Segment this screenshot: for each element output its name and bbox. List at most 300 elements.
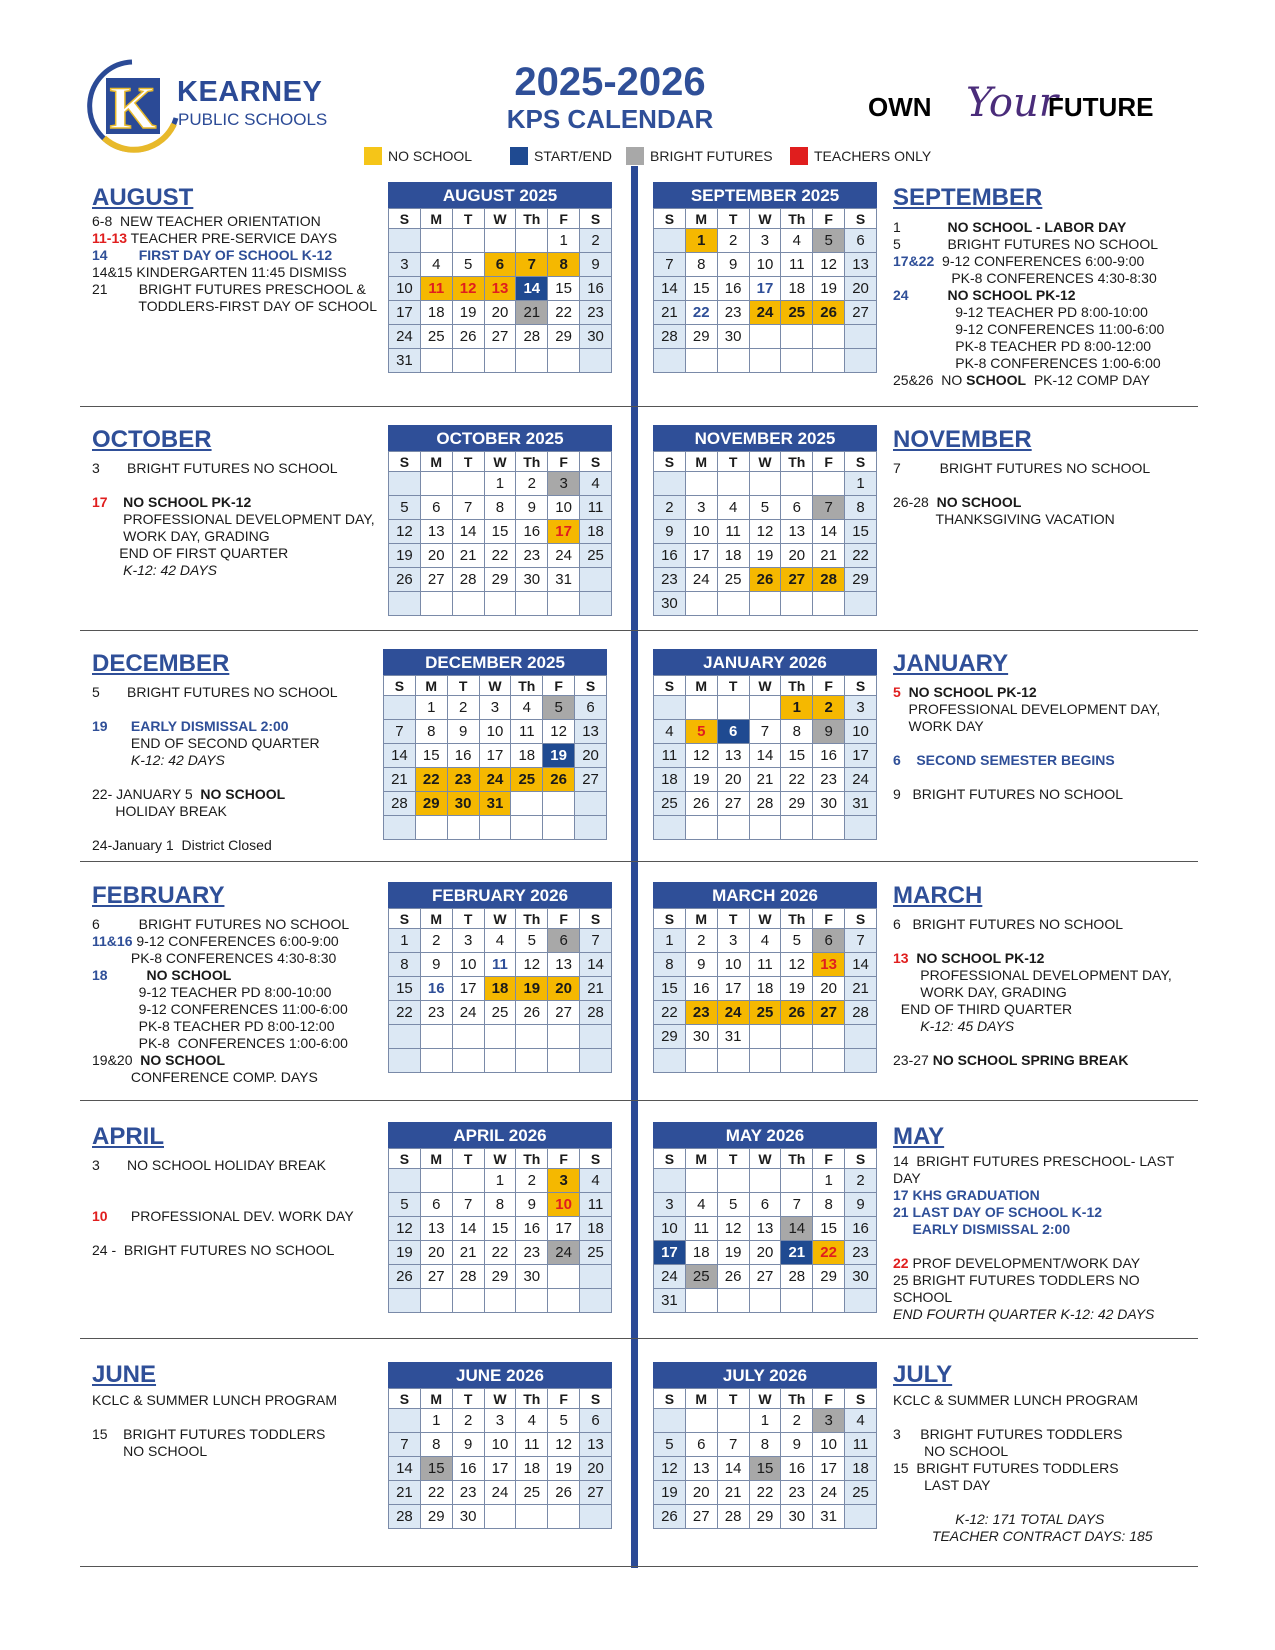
calendar-day: 26 <box>516 1001 548 1025</box>
day-name: M <box>415 676 447 696</box>
calendar-day: 5 <box>548 1409 580 1433</box>
calendar-day <box>452 1289 484 1313</box>
calendar-day: 21 <box>845 977 877 1001</box>
day-name: S <box>845 452 877 472</box>
calendar-day: 19 <box>781 977 813 1001</box>
calendar-day: 7 <box>749 720 781 744</box>
day-name: Th <box>516 909 548 929</box>
calendar-day: 28 <box>389 1505 421 1529</box>
calendar-day <box>420 229 452 253</box>
calendar-day: 13 <box>749 1217 781 1241</box>
calendar-day: 13 <box>420 1217 452 1241</box>
calendar-day <box>543 816 575 840</box>
calendar-day: 15 <box>749 1457 781 1481</box>
calendar-day: 12 <box>452 277 484 301</box>
calendar-month-title: APRIL 2026 <box>388 1122 612 1148</box>
calendar-day: 16 <box>685 977 717 1001</box>
legend-start-end <box>510 146 612 166</box>
calendar-day <box>749 1169 781 1193</box>
day-name: T <box>717 452 749 472</box>
calendar-day: 21 <box>749 768 781 792</box>
day-name: S <box>845 209 877 229</box>
note-line: 13 NO SCHOOL PK-12 <box>893 950 1045 966</box>
calendar-day <box>580 592 612 616</box>
note-line: PK-8 CONFERENCES 4:30-8:30 <box>92 950 337 966</box>
calendar-day: 3 <box>484 1409 516 1433</box>
calendar-day: 11 <box>781 253 813 277</box>
note-line <box>893 1035 1172 1052</box>
calendar-day: 30 <box>813 792 845 816</box>
calendar-day <box>420 349 452 373</box>
day-name: S <box>654 209 686 229</box>
calendar-day: 5 <box>452 253 484 277</box>
calendar-day: 23 <box>452 1481 484 1505</box>
calendar-month-title: AUGUST 2025 <box>388 182 612 208</box>
calendar-day: 18 <box>781 277 813 301</box>
calendar-month-title: OCTOBER 2025 <box>388 425 612 451</box>
calendar-month-title: MAY 2026 <box>653 1122 877 1148</box>
calendar-day: 10 <box>479 720 511 744</box>
day-name: Th <box>781 452 813 472</box>
calendar-day: 17 <box>749 277 781 301</box>
calendar-day: 30 <box>516 1265 548 1289</box>
calendar-day: 15 <box>813 1217 845 1241</box>
calendar-day: 12 <box>389 1217 421 1241</box>
calendar-day: 23 <box>580 301 612 325</box>
calendar-day: 8 <box>685 253 717 277</box>
day-name: M <box>685 1149 717 1169</box>
day-name: S <box>845 1149 877 1169</box>
calendar-day: 9 <box>813 720 845 744</box>
day-name: S <box>580 209 612 229</box>
calendar-day: 14 <box>389 1457 421 1481</box>
notes-may <box>893 1153 1174 1323</box>
calendar-day <box>654 349 686 373</box>
calendar-day: 2 <box>654 496 686 520</box>
calendar-day: 4 <box>781 229 813 253</box>
note-line: 21 LAST DAY OF SCHOOL K-12 <box>893 1204 1103 1220</box>
calendar-day <box>484 1289 516 1313</box>
calendar-day: 4 <box>580 1169 612 1193</box>
calendar-day: 25 <box>685 1265 717 1289</box>
calendar-day: 7 <box>516 253 548 277</box>
notes-mar <box>893 916 1172 1069</box>
legend-bright-futures <box>626 146 773 166</box>
calendar-day: 10 <box>389 277 421 301</box>
calendar-day: 31 <box>548 568 580 592</box>
note-line: THANKSGIVING VACATION <box>893 511 1115 527</box>
calendar-day <box>389 1049 421 1073</box>
calendar-month-title: JANUARY 2026 <box>653 649 877 675</box>
calendar-month-title: DECEMBER 2025 <box>383 649 607 675</box>
calendar-day: 21 <box>654 301 686 325</box>
calendar-march-2026 <box>653 882 877 1073</box>
calendar-day: 30 <box>447 792 479 816</box>
day-name: S <box>580 1389 612 1409</box>
note-line: K-12: 171 TOTAL DAYS <box>893 1511 1105 1527</box>
calendar-day: 8 <box>484 496 516 520</box>
calendar-day <box>420 1169 452 1193</box>
day-name: F <box>813 209 845 229</box>
calendar-day: 28 <box>654 325 686 349</box>
calendar-day: 11 <box>749 953 781 977</box>
day-name: S <box>654 452 686 472</box>
day-name: S <box>389 909 421 929</box>
calendar-day: 18 <box>511 744 543 768</box>
calendar-day: 12 <box>654 1457 686 1481</box>
calendar-day: 8 <box>548 253 580 277</box>
calendar-day: 11 <box>654 744 686 768</box>
calendar-day: 21 <box>384 768 416 792</box>
day-name: T <box>452 452 484 472</box>
calendar-day: 15 <box>781 744 813 768</box>
calendar-day: 21 <box>813 544 845 568</box>
row-divider <box>80 861 1198 862</box>
calendar-day <box>845 1289 877 1313</box>
day-name: W <box>749 909 781 929</box>
note-line: 9-12 TEACHER PD 8:00-10:00 <box>893 304 1148 320</box>
calendar-day: 12 <box>749 520 781 544</box>
day-name: M <box>685 909 717 929</box>
calendar-day: 10 <box>452 953 484 977</box>
calendar-day: 28 <box>384 792 416 816</box>
calendar-day: 16 <box>516 1217 548 1241</box>
day-name: W <box>484 1389 516 1409</box>
calendar-day: 4 <box>717 496 749 520</box>
note-line: 23-27 NO SCHOOL SPRING BREAK <box>893 1052 1129 1068</box>
calendar-day: 27 <box>813 1001 845 1025</box>
calendar-day: 20 <box>548 977 580 1001</box>
note-line: PK-8 TEACHER PD 8:00-12:00 <box>92 1018 335 1034</box>
calendar-day: 1 <box>548 229 580 253</box>
calendar-day: 29 <box>685 325 717 349</box>
note-line: 1 NO SCHOOL - LABOR DAY <box>893 219 1127 235</box>
note-line <box>92 769 338 786</box>
calendar-day: 26 <box>389 1265 421 1289</box>
side-title-november: NOVEMBER <box>893 426 1032 453</box>
calendar-day: 16 <box>717 277 749 301</box>
calendar-day: 23 <box>447 768 479 792</box>
day-name: F <box>813 1149 845 1169</box>
calendar-day: 27 <box>717 792 749 816</box>
calendar-day: 6 <box>420 1193 452 1217</box>
calendar-day: 30 <box>654 592 686 616</box>
calendar-day: 27 <box>420 568 452 592</box>
calendar-day <box>781 1025 813 1049</box>
calendar-day: 16 <box>452 1457 484 1481</box>
calendar-day <box>548 1505 580 1529</box>
calendar-day: 8 <box>781 720 813 744</box>
calendar-day: 19 <box>548 1457 580 1481</box>
calendar-month-title: SEPTEMBER 2025 <box>653 182 877 208</box>
calendar-day: 16 <box>516 520 548 544</box>
note-line: WORK DAY, GRADING <box>893 984 1067 1000</box>
day-name: W <box>484 452 516 472</box>
calendar-day: 2 <box>717 229 749 253</box>
calendar-day: 24 <box>548 1241 580 1265</box>
calendar-day: 14 <box>845 953 877 977</box>
calendar-day <box>749 592 781 616</box>
note-line: 24 - BRIGHT FUTURES NO SCHOOL <box>92 1242 335 1258</box>
calendar-day: 29 <box>484 568 516 592</box>
note-line: K-12: 42 DAYS <box>92 752 225 768</box>
calendar-day <box>749 1049 781 1073</box>
calendar-day: 11 <box>420 277 452 301</box>
day-name: F <box>548 452 580 472</box>
note-line: 6 SECOND SEMESTER BEGINS <box>893 752 1115 768</box>
calendar-day: 11 <box>685 1217 717 1241</box>
calendar-day: 7 <box>452 496 484 520</box>
calendar-day: 10 <box>685 520 717 544</box>
note-line: DAY <box>893 1170 921 1186</box>
side-title-april: APRIL <box>92 1123 164 1150</box>
note-line: WORK DAY, GRADING <box>92 528 270 544</box>
calendar-day: 4 <box>420 253 452 277</box>
calendar-day: 28 <box>845 1001 877 1025</box>
calendar-day: 13 <box>813 953 845 977</box>
calendar-day: 20 <box>845 277 877 301</box>
calendar-day: 10 <box>548 496 580 520</box>
day-name: S <box>654 676 686 696</box>
calendar-day: 31 <box>479 792 511 816</box>
calendar-day: 4 <box>654 720 686 744</box>
calendar-day: 9 <box>845 1193 877 1217</box>
legend-label: TEACHERS ONLY <box>814 148 932 164</box>
notes-sep <box>893 219 1164 389</box>
note-line <box>893 1238 1174 1255</box>
calendar-day: 13 <box>781 520 813 544</box>
calendar-day: 22 <box>813 1241 845 1265</box>
day-name: F <box>548 1389 580 1409</box>
day-name: Th <box>781 909 813 929</box>
calendar-day <box>389 1289 421 1313</box>
day-name: M <box>420 1149 452 1169</box>
calendar-day: 28 <box>516 325 548 349</box>
calendar-day: 1 <box>389 929 421 953</box>
calendar-day: 8 <box>654 953 686 977</box>
day-name: Th <box>516 1149 548 1169</box>
calendar-day: 26 <box>543 768 575 792</box>
calendar-day: 6 <box>813 929 845 953</box>
calendar-day: 24 <box>452 1001 484 1025</box>
calendar-month-title: JULY 2026 <box>653 1362 877 1388</box>
calendar-day: 2 <box>813 696 845 720</box>
calendar-day: 14 <box>452 1217 484 1241</box>
day-name: S <box>654 1389 686 1409</box>
day-name: T <box>452 209 484 229</box>
calendar-day <box>654 1049 686 1073</box>
calendar-day: 5 <box>685 720 717 744</box>
calendar-day <box>845 325 877 349</box>
calendar-day <box>781 816 813 840</box>
calendar-day <box>580 1505 612 1529</box>
calendar-day <box>685 816 717 840</box>
calendar-day <box>580 349 612 373</box>
day-name: Th <box>511 676 543 696</box>
calendar-day: 15 <box>389 977 421 1001</box>
own-your-future-slogan <box>868 80 1188 154</box>
calendar-day: 28 <box>781 1265 813 1289</box>
calendar-day: 27 <box>484 325 516 349</box>
calendar-day: 14 <box>516 277 548 301</box>
calendar-day: 29 <box>749 1505 781 1529</box>
day-name: F <box>548 909 580 929</box>
calendar-day: 9 <box>654 520 686 544</box>
calendar-day: 19 <box>685 768 717 792</box>
calendar-day: 18 <box>580 1217 612 1241</box>
calendar-day: 24 <box>749 301 781 325</box>
calendar-day: 11 <box>484 953 516 977</box>
calendar-day: 27 <box>548 1001 580 1025</box>
note-line: EARLY DISMISSAL 2:00 <box>893 1221 1071 1237</box>
note-line: PK-8 CONFERENCES 4:30-8:30 <box>893 270 1157 286</box>
calendar-day: 9 <box>781 1433 813 1457</box>
calendar-day: 25 <box>484 1001 516 1025</box>
calendar-day <box>781 1169 813 1193</box>
calendar-day: 1 <box>781 696 813 720</box>
note-line: 24 NO SCHOOL PK-12 <box>893 287 1076 303</box>
note-line: 6 BRIGHT FUTURES NO SCHOOL <box>893 916 1123 932</box>
note-line: 17&22 9-12 CONFERENCES 6:00-9:00 <box>893 253 1145 269</box>
day-name: S <box>384 676 416 696</box>
calendar-day: 17 <box>484 1457 516 1481</box>
calendar-day <box>452 1169 484 1193</box>
calendar-day: 8 <box>420 1433 452 1457</box>
day-name: M <box>420 452 452 472</box>
day-name: W <box>749 1389 781 1409</box>
calendar-day <box>717 816 749 840</box>
calendar-day: 1 <box>420 1409 452 1433</box>
calendar-day: 23 <box>516 1241 548 1265</box>
calendar-day: 19 <box>452 301 484 325</box>
note-line: CONFERENCE COMP. DAYS <box>92 1069 318 1085</box>
calendar-day <box>548 349 580 373</box>
calendar-day <box>420 1049 452 1073</box>
calendar-day <box>452 1025 484 1049</box>
calendar-day: 26 <box>389 568 421 592</box>
calendar-day: 1 <box>484 1169 516 1193</box>
calendar-day: 17 <box>717 977 749 1001</box>
calendar-day: 7 <box>580 929 612 953</box>
side-title-december: DECEMBER <box>92 650 230 677</box>
note-line: 9-12 TEACHER PD 8:00-10:00 <box>92 984 332 1000</box>
calendar-day <box>575 816 607 840</box>
calendar-day: 14 <box>717 1457 749 1481</box>
calendar-day: 26 <box>717 1265 749 1289</box>
calendar-day <box>813 472 845 496</box>
calendar-day: 3 <box>749 229 781 253</box>
calendar-november-2025 <box>653 425 877 616</box>
note-line: PK-8 CONFERENCES 1:00-6:00 <box>92 1035 348 1051</box>
note-line: 19&20 NO SCHOOL <box>92 1052 226 1068</box>
calendar-day: 30 <box>452 1505 484 1529</box>
day-name: T <box>717 209 749 229</box>
calendar-day: 18 <box>516 1457 548 1481</box>
day-name: Th <box>516 209 548 229</box>
calendar-day: 22 <box>654 1001 686 1025</box>
day-name: W <box>749 676 781 696</box>
calendar-day <box>516 349 548 373</box>
note-line <box>893 1494 1153 1511</box>
legend-swatch <box>790 147 808 165</box>
calendar-day: 18 <box>484 977 516 1001</box>
calendar-day: 19 <box>813 277 845 301</box>
calendar-day: 25 <box>717 568 749 592</box>
calendar-day: 13 <box>685 1457 717 1481</box>
calendar-day: 13 <box>845 253 877 277</box>
calendar-day <box>845 816 877 840</box>
logo-subtitle: PUBLIC SCHOOLS <box>178 110 328 129</box>
notes-aug <box>92 213 377 315</box>
calendar-day: 29 <box>548 325 580 349</box>
calendar-day: 17 <box>813 1457 845 1481</box>
note-line: END OF FIRST QUARTER <box>92 545 289 561</box>
note-line: 11-13 TEACHER PRE-SERVICE DAYS <box>92 230 338 246</box>
calendar-day: 24 <box>389 325 421 349</box>
calendar-day <box>717 1409 749 1433</box>
calendar-day: 15 <box>420 1457 452 1481</box>
day-name: F <box>548 209 580 229</box>
calendar-day: 18 <box>580 520 612 544</box>
legend-swatch <box>510 147 528 165</box>
calendar-day <box>548 1265 580 1289</box>
calendar-day <box>548 592 580 616</box>
note-line <box>893 735 1160 752</box>
calendar-day <box>548 1025 580 1049</box>
calendar-day: 13 <box>717 744 749 768</box>
calendar-day <box>685 1409 717 1433</box>
calendar-day <box>484 229 516 253</box>
calendar-day <box>685 592 717 616</box>
calendar-day: 14 <box>781 1217 813 1241</box>
note-line: NO SCHOOL <box>92 1443 208 1459</box>
calendar-day: 4 <box>685 1193 717 1217</box>
legend-label: NO SCHOOL <box>388 148 473 164</box>
note-line: 14 FIRST DAY OF SCHOOL K-12 <box>92 247 333 263</box>
logo-name: KEARNEY <box>177 76 323 108</box>
calendar-day: 5 <box>654 1433 686 1457</box>
note-line <box>92 1225 354 1242</box>
legend-swatch <box>364 147 382 165</box>
note-line: 3 BRIGHT FUTURES NO SCHOOL <box>92 460 338 476</box>
calendar-day: 4 <box>484 929 516 953</box>
note-line <box>893 933 1172 950</box>
calendar-day: 12 <box>717 1217 749 1241</box>
day-name: M <box>420 909 452 929</box>
calendar-day: 8 <box>389 953 421 977</box>
calendar-day: 12 <box>548 1433 580 1457</box>
calendar-day: 15 <box>845 520 877 544</box>
calendar-day: 30 <box>580 325 612 349</box>
day-name: Th <box>781 676 813 696</box>
calendar-day: 23 <box>845 1241 877 1265</box>
calendar-month-title: MARCH 2026 <box>653 882 877 908</box>
note-line: KCLC & SUMMER LUNCH PROGRAM <box>893 1392 1139 1408</box>
calendar-day <box>452 472 484 496</box>
calendar-day: 11 <box>580 496 612 520</box>
calendar-day <box>384 816 416 840</box>
note-line: 5 BRIGHT FUTURES NO SCHOOL <box>893 236 1159 252</box>
calendar-day <box>516 229 548 253</box>
calendar-day: 16 <box>781 1457 813 1481</box>
calendar-day: 2 <box>685 929 717 953</box>
day-name: F <box>548 1149 580 1169</box>
calendar-day: 10 <box>548 1193 580 1217</box>
calendar-day: 25 <box>580 544 612 568</box>
note-line: END FOURTH QUARTER K-12: 42 DAYS <box>893 1306 1155 1322</box>
calendar-day <box>717 472 749 496</box>
calendar-day: 28 <box>580 1001 612 1025</box>
